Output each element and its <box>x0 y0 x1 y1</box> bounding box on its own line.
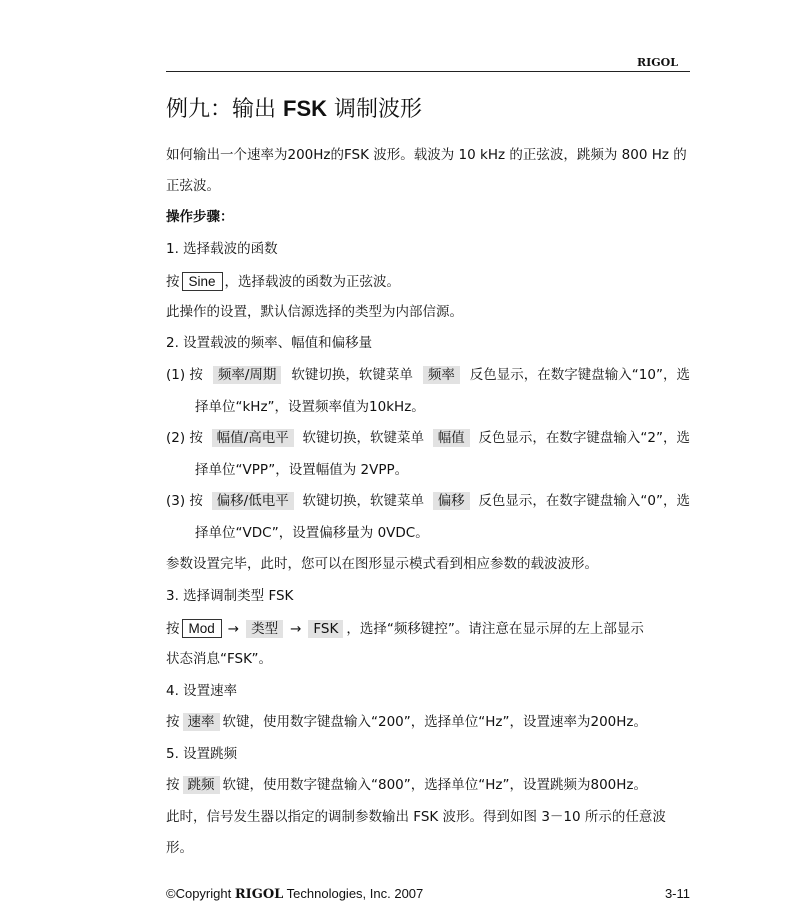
copyright <box>166 886 423 902</box>
step4-after: 软键，使用数字键盘输入“200”，选择单位“Hz”，设置速率为200Hz。 <box>222 714 647 730</box>
copyright-brand: RIGOL <box>234 887 284 902</box>
step2-note: 参数设置完毕，此时，您可以在图形显示模式看到相应参数的载波波形。 <box>166 556 598 572</box>
step1-heading: 1. 选择载波的函数 <box>166 241 278 257</box>
steps-heading: 操作步骤： <box>166 209 234 225</box>
arrow-right-icon: → <box>227 621 240 637</box>
title-suffix: 调制波形 <box>327 97 422 122</box>
step3-press: 按 <box>166 621 180 637</box>
step5-press: 按 <box>166 777 180 793</box>
item-tail: 反色显示，在数字键盘输入“0”，选 <box>478 493 690 509</box>
step1-press: 按 <box>166 274 180 290</box>
softkey-rate: 速率 <box>183 713 220 731</box>
title-prefix: 例九：输出 <box>166 97 283 122</box>
intro-line-1: 如何输出一个速率为200Hz的FSK 波形。载波为 10 kHz 的正弦波，跳频为 800 Hz 的 <box>166 147 687 163</box>
step4-press: 按 <box>166 714 180 730</box>
sine-key: Sine <box>182 272 223 291</box>
step5-after: 软键，使用数字键盘输入“800”，选择单位“Hz”，设置跳频为800Hz。 <box>222 777 647 793</box>
item-mid: 软键切换，软键菜单 <box>302 493 424 509</box>
item-tail: 反色显示，在数字键盘输入“10”，选 <box>469 367 690 383</box>
softkey-freq: 频率 <box>423 366 460 384</box>
step3-line2: 状态消息“FSK”。 <box>166 651 273 667</box>
intro-line-2: 正弦波。 <box>166 178 220 194</box>
closing-line-1: 此时，信号发生器以指定的调制参数输出 FSK 波形。得到如图 3－10 所示的任意波 <box>166 809 666 825</box>
item-mid: 软键切换，软键菜单 <box>291 367 413 383</box>
item-num: (3) 按 <box>166 493 203 509</box>
step3-after: ，选择“频移键控”。请注意在显示屏的左上部显示 <box>346 621 644 637</box>
page-footer <box>166 886 690 902</box>
copyright-pre: ©Copyright <box>166 886 235 901</box>
softkey-offset-low: 偏移/低电平 <box>212 492 294 510</box>
title-bold: FSK <box>283 96 327 121</box>
step2-item-2-line2: 择单位“VPP”，设置幅值为 2VPP。 <box>195 462 409 478</box>
item-mid: 软键切换，软键菜单 <box>302 430 424 446</box>
step4-heading: 4. 设置速率 <box>166 683 238 699</box>
step2-item-3-line2: 择单位“VDC”，设置偏移量为 0VDC。 <box>195 525 429 541</box>
mod-key: Mod <box>182 619 222 638</box>
step1-note: 此操作的设置，默认信源选择的类型为内部信源。 <box>166 304 463 320</box>
softkey-ampl-high: 幅值/高电平 <box>212 429 294 447</box>
arrow-right-icon: → <box>290 621 302 637</box>
softkey-type: 类型 <box>246 620 283 638</box>
step3-heading: 3. 选择调制类型 FSK <box>166 588 294 604</box>
step2-item-1-line2: 择单位“kHz”，设置频率值为10kHz。 <box>195 399 425 415</box>
step5-heading: 5. 设置跳频 <box>166 746 238 762</box>
step5-instruction <box>166 776 690 794</box>
page-title <box>166 92 422 123</box>
step2-item-2 <box>166 429 690 447</box>
softkey-hop: 跳频 <box>183 776 220 794</box>
copyright-post: Technologies, Inc. 2007 <box>283 886 424 901</box>
step1-instruction <box>166 272 690 291</box>
closing-line-2: 形。 <box>166 840 193 856</box>
step4-instruction <box>166 713 690 731</box>
softkey-offset: 偏移 <box>433 492 470 510</box>
softkey-freq-period: 频率/周期 <box>213 366 282 384</box>
softkey-ampl: 幅值 <box>433 429 470 447</box>
step2-item-1 <box>166 366 690 384</box>
step2-item-3 <box>166 492 690 510</box>
item-num: (1) 按 <box>166 367 203 383</box>
item-tail: 反色显示，在数字键盘输入“2”，选 <box>478 430 690 446</box>
header-rule <box>166 71 690 72</box>
step2-heading: 2. 设置载波的频率、幅值和偏移量 <box>166 335 373 351</box>
page-number: 3-11 <box>664 886 690 901</box>
item-num: (2) 按 <box>166 430 203 446</box>
step1-after: ，选择载波的函数为正弦波。 <box>224 274 401 290</box>
step3-instruction <box>166 619 690 638</box>
header-brand: RIGOL <box>637 56 678 69</box>
softkey-fsk: FSK <box>308 620 343 638</box>
